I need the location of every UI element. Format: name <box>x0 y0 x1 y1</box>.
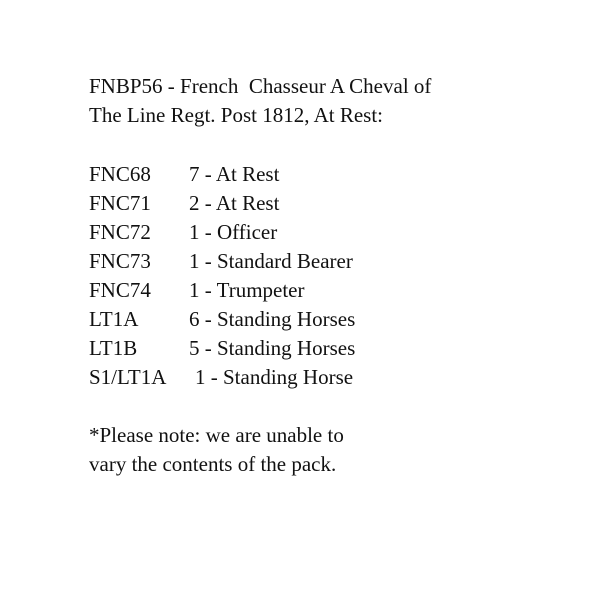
item-code: FNC74 <box>89 278 151 302</box>
item-code: LT1A <box>89 307 139 331</box>
list-item <box>89 363 569 392</box>
list-item <box>89 160 569 189</box>
item-description: 2 - At Rest <box>189 191 280 215</box>
item-description: 6 - Standing Horses <box>189 307 356 331</box>
item-description: 7 - At Rest <box>189 162 280 186</box>
contents-list <box>89 160 569 392</box>
item-code: FNC71 <box>89 191 151 215</box>
pack-note-line-1: *Please note: we are unable to <box>89 423 344 447</box>
item-description: 1 - Trumpeter <box>189 278 305 302</box>
list-item <box>89 305 569 334</box>
item-code: S1/LT1A <box>89 365 167 389</box>
item-code: LT1B <box>89 336 138 360</box>
item-description: 1 - Standard Bearer <box>189 249 353 273</box>
pack-note <box>89 421 569 479</box>
list-item <box>89 276 569 305</box>
list-item <box>89 334 569 363</box>
list-item <box>89 189 569 218</box>
item-description: 1 - Officer <box>189 220 278 244</box>
item-code: FNC73 <box>89 249 151 273</box>
list-item <box>89 247 569 276</box>
pack-title-line-2: The Line Regt. Post 1812, At Rest: <box>89 103 383 127</box>
item-description: 5 - Standing Horses <box>189 336 356 360</box>
item-description: 1 - Standing Horse <box>195 365 354 389</box>
item-code: FNC72 <box>89 220 151 244</box>
item-code: FNC68 <box>89 162 151 186</box>
pack-note-line-2: vary the contents of the pack. <box>89 452 337 476</box>
pack-title <box>89 72 569 130</box>
pack-title-line-1: FNBP56 - French Chasseur A Cheval of <box>89 74 432 98</box>
list-item <box>89 218 569 247</box>
